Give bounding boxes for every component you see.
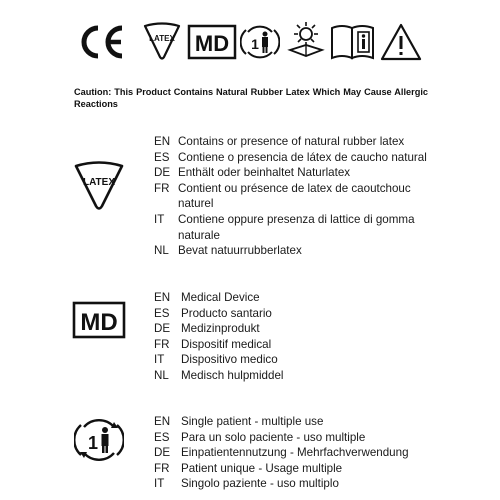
- language-code: EN: [154, 291, 171, 304]
- translation-text: Contient ou présence de latex de caoutchouc: [178, 181, 411, 195]
- translation-text: Medical Device: [181, 291, 260, 304]
- latex-icon-text: LATEX: [82, 177, 116, 188]
- language-code: ES: [154, 150, 170, 164]
- latex-icon: [72, 161, 126, 213]
- language-code: EN: [154, 415, 171, 428]
- translation-text: Para un solo paciente - uso multiple: [181, 430, 366, 444]
- keep-away-from-sunlight-icon: [285, 20, 327, 62]
- language-code: DE: [154, 322, 171, 335]
- translation-text: Medizinprodukt: [181, 322, 260, 335]
- single-patient-multiple-use-icon: [74, 415, 124, 465]
- translation-text: Producto santario: [181, 306, 272, 320]
- translation-text: Dispositif medical: [181, 337, 272, 351]
- translation-text: Patient unique - Usage multiple: [181, 461, 343, 475]
- md-icon: [187, 24, 237, 60]
- md-icon-text: MD: [194, 31, 230, 56]
- translation-text: naturel: [178, 197, 214, 211]
- translation-text: Contiene o presencia de látex de caucho natural: [178, 150, 427, 164]
- translation-text: Bevat natuurrubberlatex: [178, 244, 302, 258]
- language-code: IT: [154, 213, 165, 226]
- warning-icon: [380, 22, 422, 62]
- language-code: ES: [154, 306, 170, 320]
- translation-text: Contiene oppure presenza di lattice di gomma: [178, 213, 415, 226]
- translation-text: Einpatientennutzung - Mehrfachverwendung: [181, 446, 409, 460]
- translation-text: Medisch hulpmiddel: [181, 368, 284, 382]
- patient-count-text: 1: [87, 433, 99, 453]
- translation-text: Contains or presence of natural rubber latex: [178, 135, 405, 148]
- language-code: ES: [154, 430, 170, 444]
- translation-text: Dispositivo medico: [181, 353, 278, 366]
- language-code: NL: [154, 368, 169, 382]
- language-code: EN: [154, 135, 171, 148]
- md-icon-text: MD: [80, 309, 118, 336]
- ce-mark-icon: [76, 22, 128, 62]
- language-code: FR: [154, 461, 170, 475]
- translation-text: naturale: [178, 228, 220, 242]
- translation-text: Enthält oder beinhaltet Naturlatex: [178, 166, 351, 180]
- translation-text: Singolo paziente - uso multiplo: [181, 477, 339, 491]
- language-code: DE: [154, 446, 171, 460]
- consult-instructions-icon: [329, 22, 377, 62]
- patient-count-text: 1: [251, 36, 259, 52]
- language-code: NL: [154, 244, 169, 258]
- language-code: FR: [154, 337, 170, 351]
- latex-icon: [141, 22, 183, 62]
- language-code: DE: [154, 166, 171, 180]
- md-icon: [72, 301, 126, 339]
- latex-icon-text: LATEX: [149, 34, 175, 43]
- language-code: IT: [154, 477, 165, 491]
- language-code: IT: [154, 353, 165, 366]
- language-code: FR: [154, 181, 170, 195]
- caution-text: Caution: This Product Contains Natural Rubber Latex Which May Cause Allergic Reactions: [74, 87, 428, 109]
- single-patient-multiple-use-icon: [240, 22, 280, 62]
- translation-text: Single patient - multiple use: [181, 415, 324, 428]
